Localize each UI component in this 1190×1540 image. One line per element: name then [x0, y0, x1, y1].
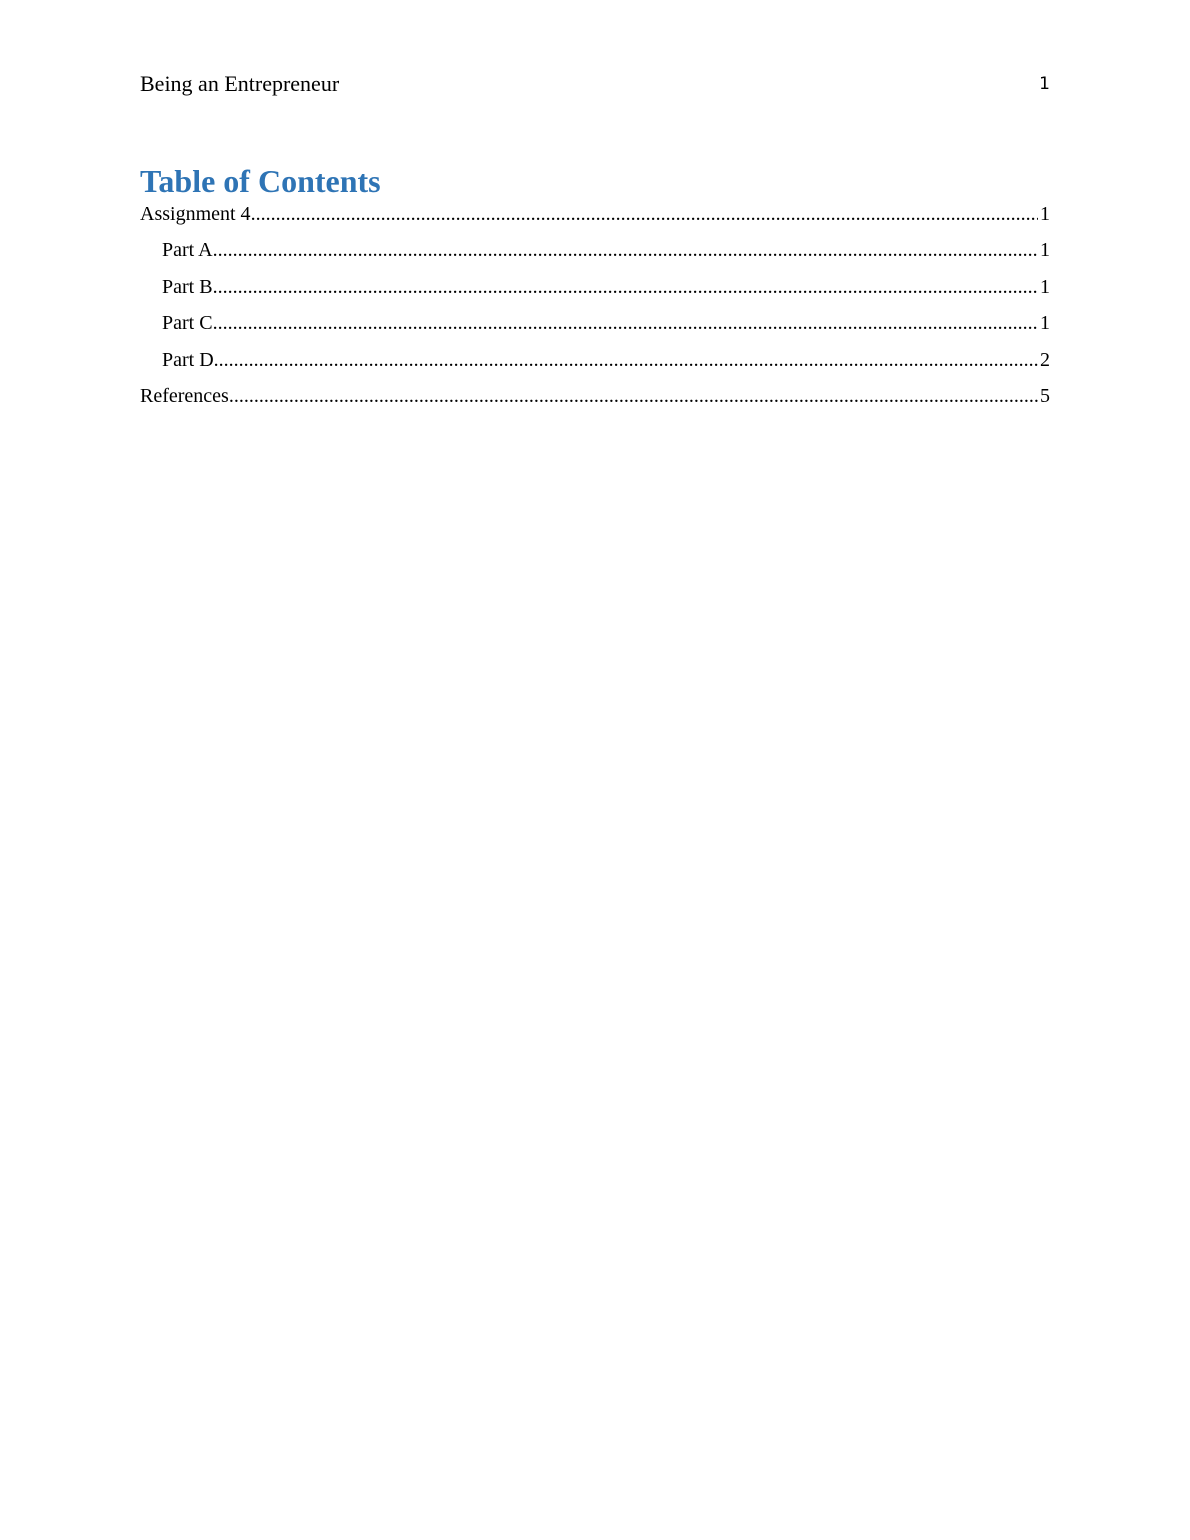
toc-entry-label: References: [140, 384, 229, 407]
page-number: 1: [1039, 74, 1050, 94]
toc-dot-leader: [213, 274, 1038, 300]
toc-dot-leader: [213, 310, 1038, 336]
toc-entry-label: Part A: [162, 239, 213, 262]
toc-entry-page: 2: [1040, 348, 1050, 371]
toc-dot-leader: [214, 347, 1038, 373]
toc-entry-part-d[interactable]: [140, 347, 1050, 383]
toc-entry-label: Part C: [162, 312, 213, 335]
toc-title: Table of Contents: [140, 163, 381, 199]
table-of-contents: [140, 161, 1050, 419]
toc-entry-assignment-4[interactable]: [140, 201, 1050, 237]
toc-dot-leader: [251, 201, 1038, 227]
toc-entry-part-b[interactable]: [140, 274, 1050, 310]
toc-entry-label: Part D: [162, 348, 214, 371]
toc-entry-page: 1: [1040, 239, 1050, 262]
toc-dot-leader: [213, 237, 1038, 263]
toc-entry-page: 1: [1040, 203, 1050, 225]
toc-entry-part-c[interactable]: [140, 310, 1050, 346]
toc-entry-references[interactable]: [140, 383, 1050, 419]
toc-dot-leader: [229, 383, 1038, 409]
toc-entry-page: 1: [1040, 312, 1050, 335]
toc-list: [140, 201, 1050, 419]
toc-entry-page: 1: [1040, 275, 1050, 298]
toc-entry-label: Part B: [162, 275, 213, 298]
toc-entry-part-a[interactable]: [140, 237, 1050, 273]
toc-entry-label: Assignment 4: [140, 203, 251, 225]
page-header: [140, 70, 1050, 100]
toc-entry-page: 5: [1040, 384, 1050, 407]
running-head: Being an Entrepreneur: [140, 71, 340, 96]
